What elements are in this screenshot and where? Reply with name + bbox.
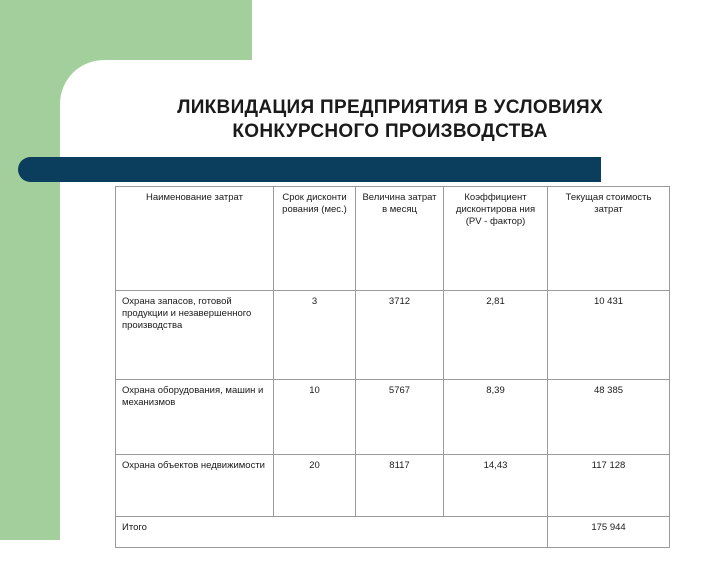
table-total-row (116, 517, 670, 548)
cell-term: 20 (274, 455, 356, 517)
table-row (116, 380, 670, 455)
header-pv-factor: Коэффициент дисконтирова ния (PV - фактор) (444, 187, 548, 291)
cell-cost: 8117 (356, 455, 444, 517)
slide-title-line-2: КОНКУРСНОГО ПРОИЗВОДСТВА (232, 121, 548, 142)
header-cost-name: Наименование затрат (116, 187, 274, 291)
cell-factor: 2,81 (444, 291, 548, 380)
slide-title-line-1: ЛИКВИДАЦИЯ ПРЕДПРИЯТИЯ В УСЛОВИЯХ (177, 97, 603, 118)
cell-cost: 3712 (356, 291, 444, 380)
cell-factor: 8,39 (444, 380, 548, 455)
cell-cost: 5767 (356, 380, 444, 455)
cell-term: 10 (274, 380, 356, 455)
cell-cost-name: Охрана объектов недвижимости (116, 455, 274, 517)
header-present-value: Текущая стоимость затрат (548, 187, 670, 291)
header-discount-term: Срок дисконти рования (мес.) (274, 187, 356, 291)
cell-total-value: 175 944 (548, 517, 670, 548)
cell-factor: 14,43 (444, 455, 548, 517)
cell-term: 3 (274, 291, 356, 380)
cell-cost-name: Охрана запасов, готовой продукции и незавершенного производства (116, 291, 274, 380)
table-row (116, 291, 670, 380)
header-monthly-cost: Величина затрат в месяц (356, 187, 444, 291)
cell-cost-name: Охрана оборудования, машин и механизмов (116, 380, 274, 455)
table-row (116, 455, 670, 517)
cell-value: 48 385 (548, 380, 670, 455)
costs-table (115, 186, 670, 548)
cell-total-label: Итого (116, 517, 548, 548)
cell-value: 117 128 (548, 455, 670, 517)
slide-title (90, 96, 690, 144)
title-divider-bar (18, 157, 601, 182)
cell-value: 10 431 (548, 291, 670, 380)
table-header-row (116, 187, 670, 291)
